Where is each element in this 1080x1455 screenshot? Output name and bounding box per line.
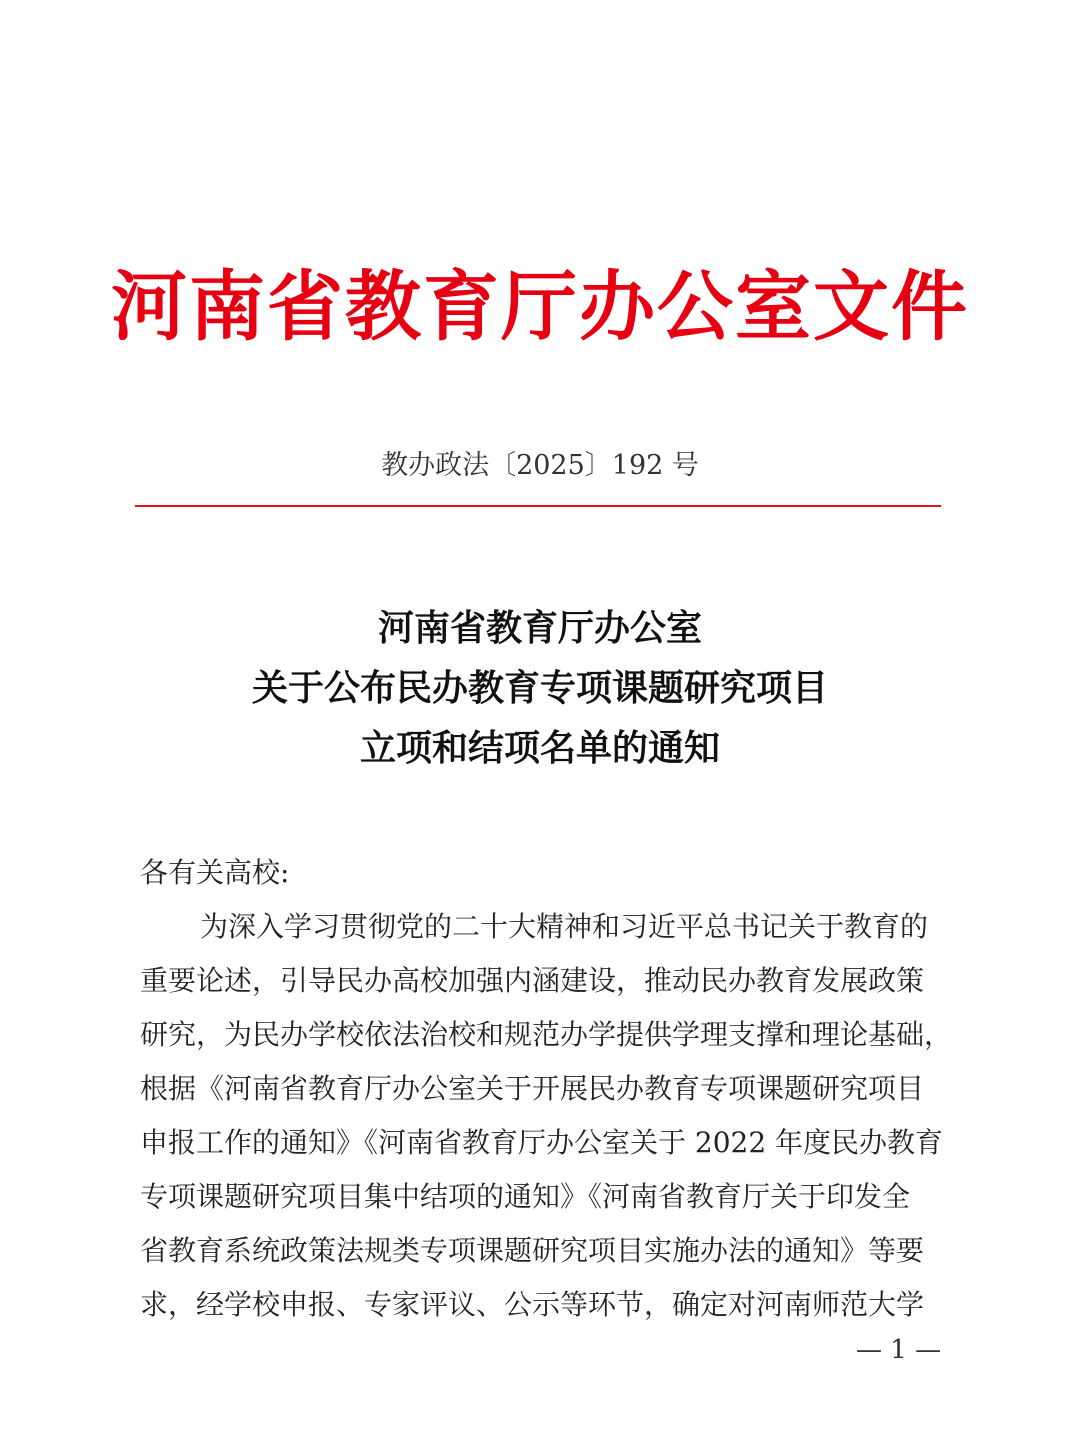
red-separator-line xyxy=(135,505,941,507)
body-line: 专项课题研究项目集中结项的通知》《河南省教育厅关于印发全 xyxy=(140,1180,911,1213)
body-line: 省教育系统政策法规类专项课题研究项目实施办法的通知》等要 xyxy=(140,1234,925,1267)
body-line: 根据《河南省教育厅办公室关于开展民办教育专项课题研究项目 xyxy=(140,1072,925,1105)
salutation: 各有关高校: xyxy=(140,856,290,889)
notice-title-line: 关于公布民办教育专项课题研究项目 xyxy=(251,667,828,709)
body-line: 申报工作的通知》《河南省教育厅办公室关于 2022 年度民办教育 xyxy=(140,1126,944,1159)
document-header-title: 河南省教育厅办公室文件 xyxy=(111,262,969,351)
body-line: 重要论述，引导民办高校加强内涵建设，推动民办教育发展政策 xyxy=(140,964,925,997)
notice-title xyxy=(0,598,1080,778)
body-paragraph xyxy=(140,900,960,1332)
notice-title-line: 河南省教育厅办公室 xyxy=(377,607,702,649)
document-number: 教办政法〔2025〕192 号 xyxy=(381,450,699,481)
page-number: — 1 — xyxy=(856,1335,942,1365)
notice-title-line: 立项和结项名单的通知 xyxy=(359,727,720,769)
body-line: 求，经学校申报、专家评议、公示等环节，确定对河南师范大学 xyxy=(140,1288,925,1321)
body-line: 为深入学习贯彻党的二十大精神和习近平总书记关于教育的 xyxy=(200,910,929,943)
body-line: 研究，为民办学校依法治校和规范办学提供学理支撑和理论基础， xyxy=(140,1018,953,1051)
